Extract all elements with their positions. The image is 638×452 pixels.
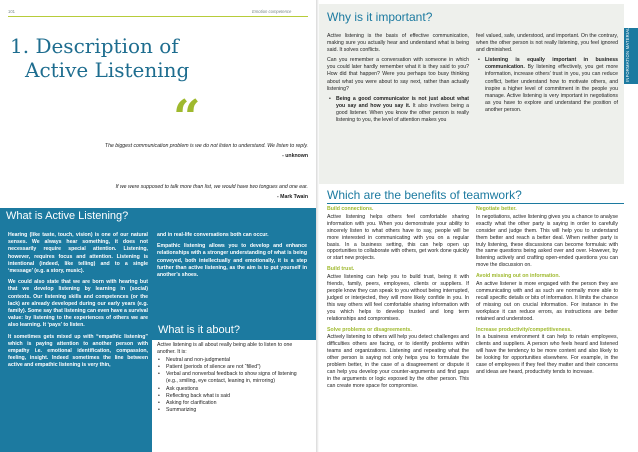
benefit-text: An active listener is more engaged with the person they are communicating with and as such are normally more able to recall specific details or bits of information. It limits the chance of missing out on crucial information. For instance in the workplace it can reduce errors, as instructions are better retained and understood. bbox=[476, 281, 618, 322]
chapter-title-line2: Active Listening bbox=[25, 58, 190, 82]
section-tab-label: INFORMATION MATERIAL bbox=[625, 27, 630, 82]
chapter-title-line1: 1. Description of bbox=[10, 34, 179, 58]
header-rule-left bbox=[8, 16, 308, 17]
quote-2-author: - Mark Twain bbox=[276, 193, 308, 200]
why-important-heading: Why is it important? bbox=[327, 10, 433, 24]
benefit-heading: Increase productivity/competitiveness. bbox=[476, 326, 572, 333]
what-is-it-about-box bbox=[152, 322, 316, 452]
what-is-col2 bbox=[157, 232, 307, 283]
why-bullet-1-bold: Being a good communicator is not just about what you say and how you say it. bbox=[336, 95, 469, 109]
quote-mark-icon: “ bbox=[173, 90, 201, 146]
quote-1 bbox=[80, 143, 308, 160]
about-list bbox=[157, 357, 309, 414]
about-item: • Ask questions bbox=[157, 386, 309, 393]
benefits-col1 bbox=[327, 206, 469, 394]
why-col2 bbox=[476, 33, 618, 116]
running-head: Emotion competence bbox=[252, 9, 292, 14]
why-bullet-2 bbox=[476, 57, 618, 114]
why-list-2 bbox=[476, 57, 618, 114]
what-is-p3: It sometimes gets mixed up with “empathic listening” which is paying attention to another person with empathy i.e. emotional identification, compassion, feeling, insight. Indeed sometimes the line between active and empathic listening is very thin, bbox=[8, 333, 148, 369]
why-bullet-1-rest: It also involves being a good listener. When you know the other person is really listening to you, the level of attention makes you bbox=[336, 102, 470, 124]
benefit-heading: Build trust. bbox=[327, 266, 355, 273]
about-item: • Neutral and non-judgmental bbox=[157, 357, 309, 364]
why-col1 bbox=[327, 33, 469, 126]
benefit-heading: Build connections. bbox=[327, 206, 374, 212]
benefit-heading: Negotiate better. bbox=[476, 206, 517, 212]
about-item: • Verbal and nonverbal feedback to show signs of listening (e.g., smiling, eye contact, leaning in, mirroring) bbox=[157, 371, 309, 385]
quote-1-text: The biggest communication problem is we do not listen to understand. We listen to reply. bbox=[104, 143, 308, 149]
benefit-heading: Avoid missing out on information. bbox=[476, 273, 560, 280]
what-is-p1: Hearing (like taste, touch, vision) is one of our natural senses. We always hear something, it does not necessarily require special attention. Listening, however, requires focus and attention. Listening is intentional (indeed, like telling) and to a single ‘message’ (e.g. a story, music). bbox=[8, 232, 148, 275]
benefit-heading: Solve problems or disagreements. bbox=[327, 326, 412, 333]
what-is-col1 bbox=[8, 232, 148, 374]
what-is-active-listening-heading: What is Active Listening? bbox=[0, 208, 316, 228]
what-is-it-about-heading: What is it about? bbox=[152, 322, 316, 340]
about-item: • Asking for clarification bbox=[157, 400, 309, 407]
benefit-text: Actively listening to others will help you detect challenges and difficulties others are facing, or to identify problems within teams and organizations. Listening and repeating what the other person is saying not only helps you to formulate the problem better, in the case of a disagreement or dispute it can help you develop your counter-arguments and find gaps in the arguments or logic exposed by the other person. This can create more space for compromise. bbox=[327, 334, 469, 389]
what-is-p2: We could also state that we are born with hearing but that we develop listening by learning in (social) contexts. Our listening skills and competences (or the lack) are already developed during our early years (e.g. family). Some say that listening can even have a survival value: by listening to the experiences of others we are also learning. It ‘pays’ to listen. bbox=[8, 279, 148, 329]
benefits-rule bbox=[327, 203, 624, 204]
section-tab bbox=[624, 28, 638, 84]
about-item: • Patient (periods of silence are not “filled”) bbox=[157, 364, 309, 371]
quote-1-author: - unknown bbox=[282, 152, 308, 159]
why-bullet-2-rest: By listening effectively, you get more information, increase others’ trust in you, you can reduce conflict, better understand how to motivate others, and inspire a higher level of commitment in the people you manage. Active listening is very important in negotiations as you have to explore and understand the position of another person. bbox=[485, 64, 618, 113]
about-intro: Active listening is all about really being able to listen to one another. It is: bbox=[157, 342, 293, 356]
benefit-text: Active listening helps others feel comfortable sharing information with you. When you demonstrate your ability to sincerely listen to what others have to say, people will be more interested in communicating with you on a regular basis. In a business setting, this can help open up opportunities to collaborate with others, get work done quickly or start new projects. bbox=[327, 213, 469, 262]
benefits-heading: Which are the benefits of teamwork? bbox=[327, 188, 522, 202]
why-p2: Can you remember a conversation with someone in which you could later hardly remember what it is they said to you? How did that happen? Were you perhaps too busy thinking about what you were about to say next, rather than actually listening? bbox=[327, 57, 469, 92]
why-p3: feel valued, safe, understood, and important. On the contrary, when the other person is not really listening, you feel ignored and diminished. bbox=[476, 33, 618, 54]
what-is-p5: Empathic listening allows you to develop and enhance relationships with a stronger understanding of what is being conveyed, both intellectually and emotionally, it is a step further than active listening, as the aim is to put yourself in another’s shoes. bbox=[157, 243, 307, 279]
about-item: • Reflecting back what is said bbox=[157, 393, 309, 400]
quote-2 bbox=[80, 184, 308, 201]
why-bullet-2-bold: Listening is equally important in business communication. bbox=[485, 57, 618, 71]
why-bullet-1 bbox=[327, 96, 469, 124]
about-item: • Summarizing bbox=[157, 407, 309, 414]
benefit-text: In negotiations, active listening gives you a chance to analyse exactly what the other party is saying in order to carefully consider and judge them. This will help you to understand them better and reach a better deal. When neither party is truly listening, these discussions can become formulaic with the same questions being asked over and over. However, by listening actively and crafting open-ended questions you can move the discussion on. bbox=[476, 213, 618, 269]
benefits-col2 bbox=[476, 206, 618, 380]
quote-2-text: If we were supposed to talk more than list, we would have two tongues and one ear. bbox=[115, 184, 308, 190]
chapter-title bbox=[10, 34, 189, 82]
what-is-p4: and in real-life conversations both can occur. bbox=[157, 232, 269, 238]
benefit-text: In a business environment it can help to retain employees, clients and suppliers. A person who feels heard and listened will have the tendency to be more content and also likely to be looking for opportunities elsewhere. For example, in the case of employees if they feel they matter and their concerns and ideas are heard, productivity tends to increase. bbox=[476, 334, 618, 375]
why-list-1 bbox=[327, 96, 469, 124]
what-is-it-about-body bbox=[157, 342, 309, 414]
benefit-text: Active listening can help you to build trust, being it with friends, family, peers, employees, clients or suppliers. If people know they can speak to you without being interrupted, judged or interjected, they will more likely confide in you. In this way others will feel comfortable sharing information with you which helps to develop trusted and long term relationships and compromises. bbox=[327, 274, 469, 322]
why-p1: Active listening is the basis of effective communication, making sure you actually hear and understand what is being said. It solves conflicts. bbox=[327, 33, 469, 54]
left-page-number: 101 bbox=[8, 9, 15, 14]
